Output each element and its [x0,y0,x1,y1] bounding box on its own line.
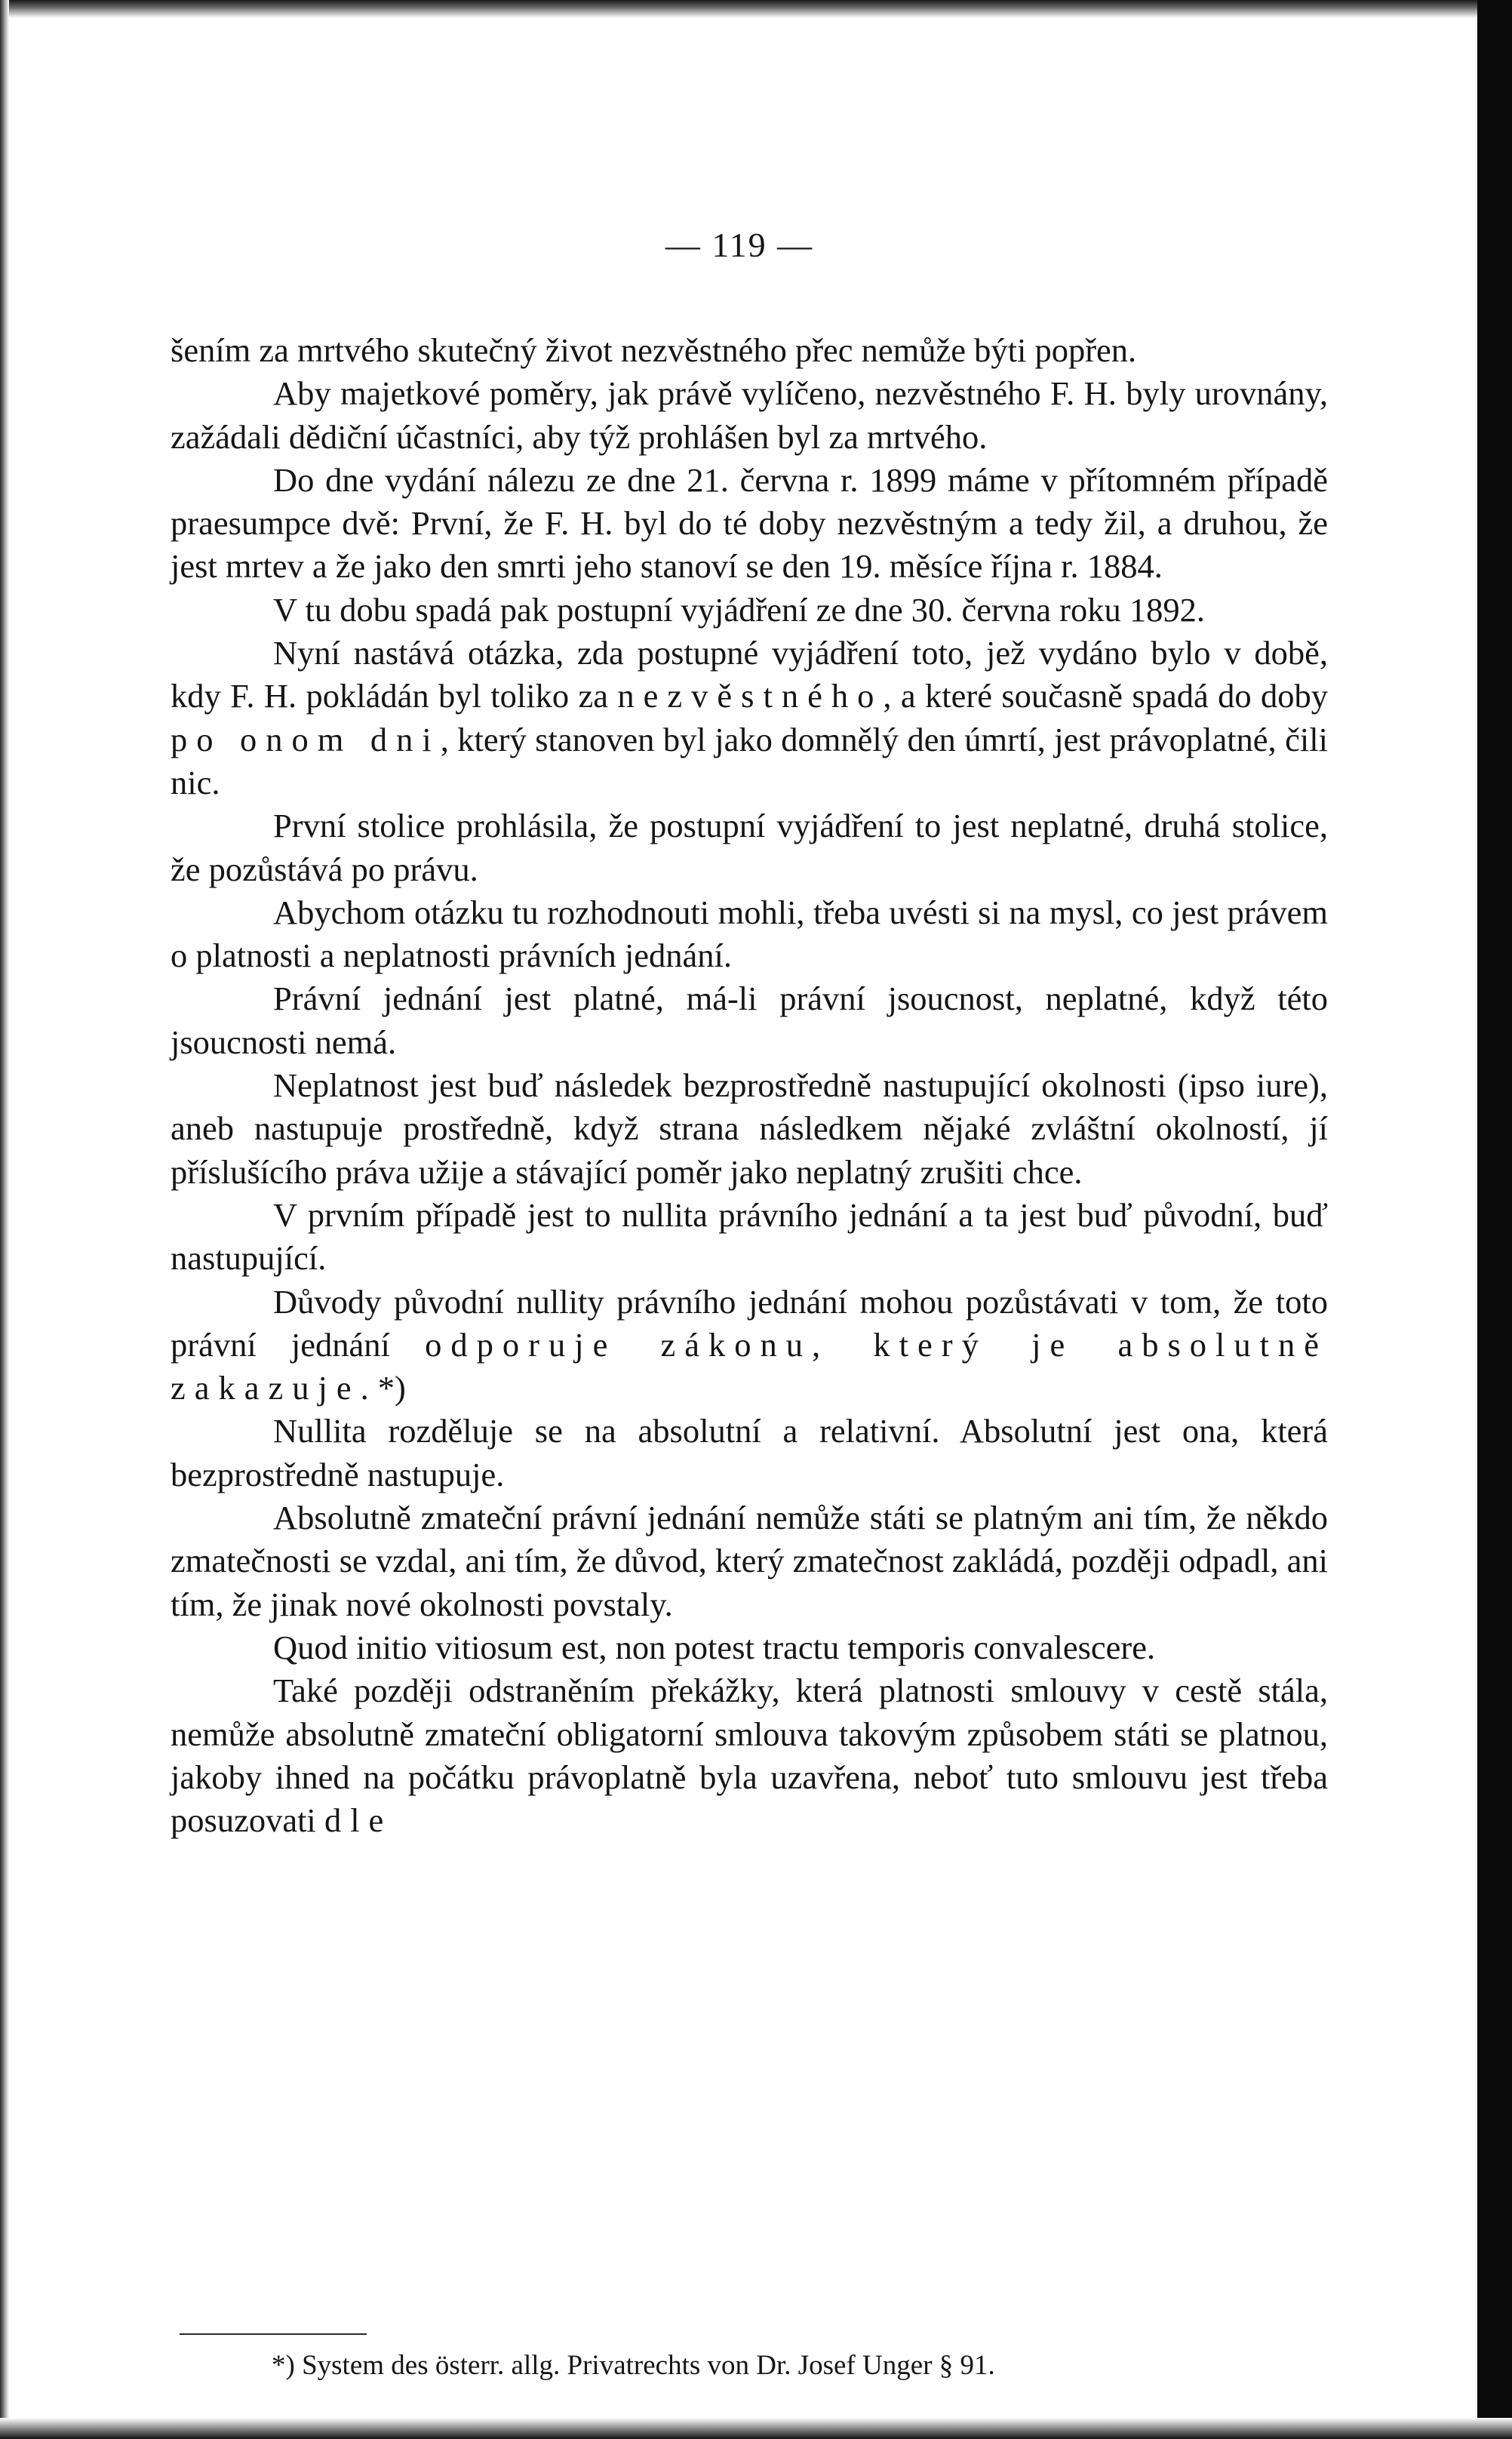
body-text [171,329,1328,1842]
paragraph-3: Do dne vydání nálezu ze dne 21. června r. 1899 máme v přítomném případě praesumpce dvě: První, že F. H. byl do té doby nezvěstným a tedy žil, a druhou, že jest mrtev a že jako den smrti jeho stanoví se den 19. měsíce října r. 1884. [171,460,1328,586]
footnote: *) System des österr. allg. Privatrechts von Dr. Josef Unger § 91. [272,2350,995,2381]
paragraph-14: Quod initio vitiosum est, non potest tractu temporis convalescere. [273,1628,1156,1666]
paragraph-12: Nullita rozděluje se na absolutní a relativní. Absolutní jest ona, která bezprostředně nastupuje. [171,1412,1328,1493]
paragraph-13: Absolutně zmateční právní jednání nemůže státi se platným ani tím, že někdo zmatečnosti se vzdal, ani tím, že důvod, který zmatečnost zakládá, později odpadl, ani tím, že jinak nové okolnosti povstaly. [171,1499,1328,1623]
paragraph-5-emphasis-a: nezvěstného [617,677,884,715]
page-edge-right [1477,0,1512,2439]
paragraph-1: šením za mrtvého skutečný život nezvěstného přec nemůže býti popřen. [171,331,1137,369]
paragraph-11-footnote-ref: *) [377,1369,406,1407]
paragraph-8: Právní jednání jest platné, má-li právní jsoucnost, neplatné, když této jsoucnosti nemá. [171,980,1328,1061]
paragraph-5-text-a: Nyní nastává otázka, zda postupné vyjádření toto, jež vydáno bylo v době, kdy F. H. pokládán byl toliko za [171,634,1328,715]
page-edge-bottom [0,2418,1512,2439]
page-edge-left [0,0,9,2439]
paragraph-5-text-c: , který stanoven byl jako domnělý den úmrtí, jest právoplatné, čili nic. [171,720,1328,801]
paragraph-11 [171,1281,1328,1410]
paragraph-15-emphasis: dle [324,1801,393,1840]
paragraph-5-text-b: , a které současně spadá do doby [883,677,1328,715]
paragraph-5 [171,632,1328,804]
footnote-divider [180,2333,367,2335]
page-edge-top [0,0,1512,18]
paragraph-11-emphasis: odporuje zákonu, který je absolutně zakazuje. [171,1325,1328,1407]
paragraph-4: V tu dobu spadá pak postupní vyjádření ze dne 30. června roku 1892. [273,590,1206,629]
paragraph-5-emphasis-b: po onom dni [171,720,441,758]
paragraph-7: Abychom otázku tu rozhodnouti mohli, třeba uvésti si na mysl, co jest právem o platnosti a neplatnosti právních jednání. [171,893,1328,975]
paragraph-9: Neplatnost jest buď následek bezprostředně nastupující okolnosti (ipso iure), aneb nastupuje prostředně, když strana následkem nějaké zvláštní okolností, jí příslušícího práva užije a stávající poměr jako neplatný zrušiti chce. [171,1066,1328,1191]
page-number: — 119 — [665,226,814,264]
paragraph-15-text-a: Také později odstraněním překážky, která platnosti smlouvy v cestě stála, nemůže absolutně zmateční obligatorní smlouva takovým způsobem státi se platnou, jakoby ihned na počátku právoplatně byla uzavřena, neboť tuto smlouvu jest třeba posuzovati [171,1672,1328,1840]
paragraph-2: Aby majetkové poměry, jak právě vylíčeno, nezvěstného F. H. byly urovnány, zažádali dědiční účastníci, aby týž prohlášen byl za mrtvého. [171,374,1328,456]
paragraph-15 [171,1669,1328,1842]
paragraph-10: V prvním případě jest to nullita právního jednání a ta jest buď původní, buď nastupující. [171,1195,1328,1278]
paragraph-11-text-a: Důvody původní nullity právního jednání mohou pozůstávati v tom, že toto právní jednání [171,1282,1328,1364]
paragraph-6: První stolice prohlásila, že postupní vyjádření to jest neplatné, druhá stolice, že pozůstává po právu. [171,807,1328,888]
